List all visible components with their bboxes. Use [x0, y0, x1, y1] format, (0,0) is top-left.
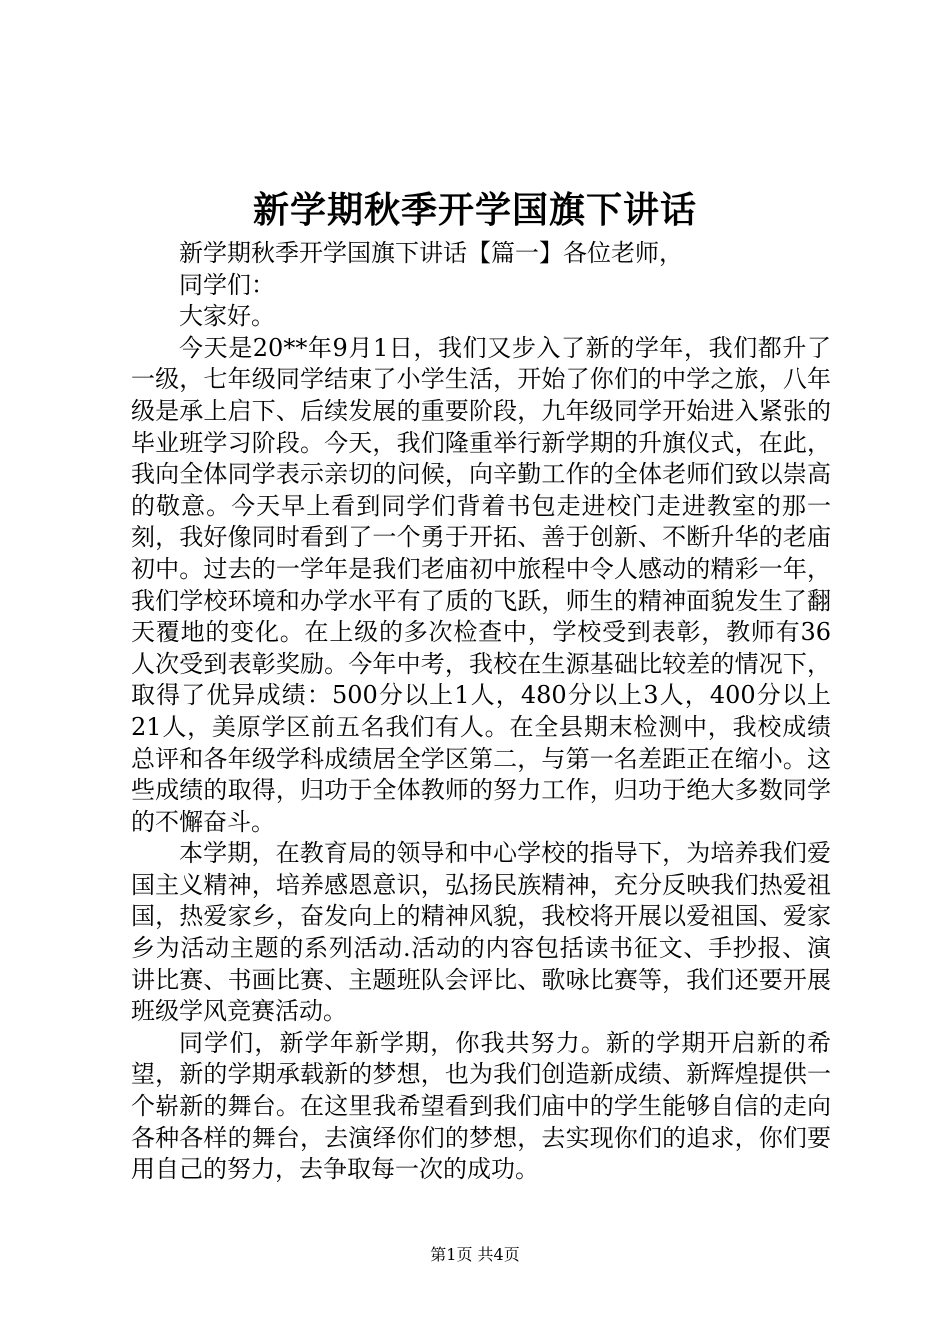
page-number-footer: 第1页 共4页 — [430, 1245, 520, 1264]
paragraph-salutation: 同学们： — [179, 270, 275, 299]
paragraph-greeting: 新学期秋季开学国旗下讲话【篇一】各位老师， — [179, 239, 683, 267]
document-title: 新学期秋季开学国旗下讲话 — [252, 189, 697, 231]
document-body — [131, 238, 831, 1186]
paragraph-body-3: 同学们，新学年新学期，你我共努力。新的学期开启新的希望，新的学期承载新的梦想，也为我们创造新成绩、新辉煌提供一个崭新的舞台。在这里我希望看到我们庙中的学生能够自信的走向各种各样的舞台，去演绎你们的梦想，去实现你们的追求，你们要用自己的努力，去争取每一次的成功。 — [131, 1028, 831, 1184]
paragraph-hello: 大家好。 — [179, 302, 275, 331]
paragraph-body-1: 今天是20**年9月1日，我们又步入了新的学年，我们都升了一级，七年级同学结束了小学生活，开始了你们的中学之旅，八年级是承上启下、后续发展的重要阶段，九年级同学开始进入紧张的毕业班学习阶段。今天，我们隆重举行新学期的升旗仪式，在此，我向全体同学表示亲切的问候，向辛勤工作的全体老师们致以崇高的敬意。今天早上看到同学们背着书包走进校门走进教室的那一刻，我好像同时看到了一个勇于开拓、善于创新、不断升华的老庙初中。过去的一学年是我们老庙初中旅程中令人感动的精彩一年，我们学校环境和办学水平有了质的飞跃，师生的精神面貌发生了翻天覆地的变化。在上级的多次检查中，学校受到表彰，教师有36人次受到表彰奖励。今年中考，我校在生源基础比较差的情况下，取得了优异成绩：500分以上1人，480分以上3人，400分以上21人，美原学区前五名我们有人。在全县期末检测中，我校成绩总评和各年级学科成绩居全学区第二，与第一名差距正在缩小。这些成绩的取得，归功于全体教师的努力工作，归功于绝大多数同学的不懈奋斗。 — [131, 333, 831, 836]
paragraph-body-2: 本学期，在教育局的领导和中心学校的指导下，为培养我们爱国主义精神，培养感恩意识，弘扬民族精神，充分反映我们热爱祖国，热爱家乡，奋发向上的精神风貌，我校将开展以爱祖国、爱家乡为活动主题的系列活动.活动的内容包括读书征文、手抄报、演讲比赛、书画比赛、主题班队会评比、歌咏比赛等，我们还要开展班级学风竞赛活动。 — [131, 839, 831, 1026]
